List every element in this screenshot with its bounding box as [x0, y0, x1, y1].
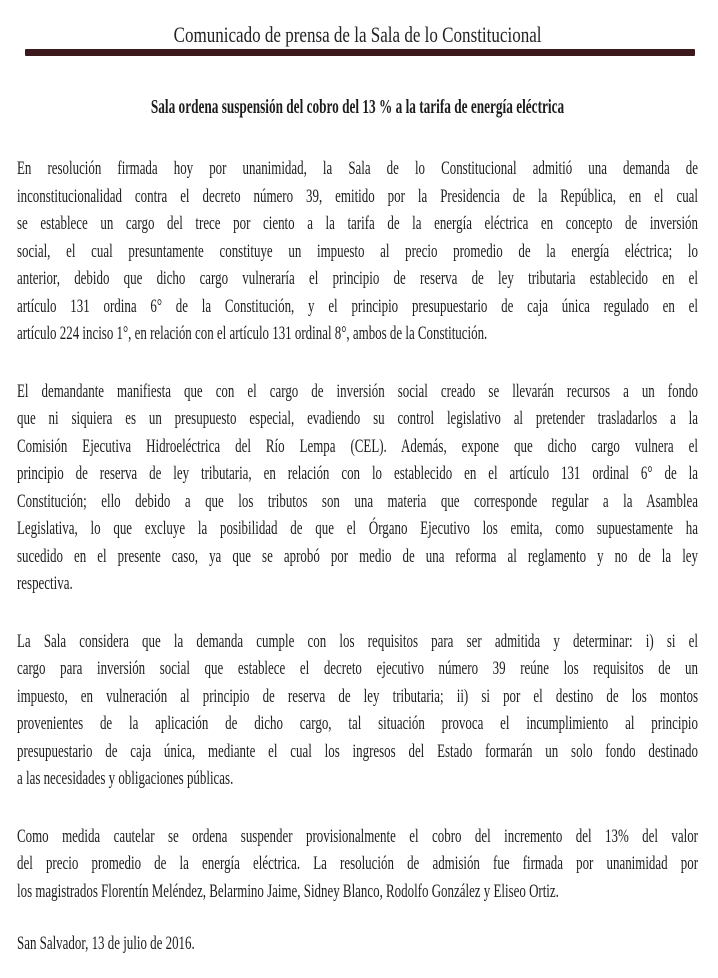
paragraph-line: sucedido en el presente caso, ya que se aprobó por medio de una reforma al reglamento y no de la ley	[17, 545, 698, 567]
paragraph-line: anterior, debido que dicho cargo vulneraría el principio de reserva de ley tributaria establecido en el	[17, 268, 698, 289]
paragraph-line: provenientes de la aplicación de dicho cargo, tal situación provoca el incumplimiento al principio	[17, 713, 698, 734]
paragraph-line: que ni siquiera es un presupuesto especial, evadiendo su control legislativo al pretender trasladarlos a la	[17, 408, 698, 429]
paragraph-line: se establece un cargo del trece por ciento a la tarifa de la energía eléctrica en concepto de inversión	[17, 213, 698, 234]
paragraph-line: Legislativa, lo que excluye la posibilidad de que el Órgano Ejecutivo los emita, como supuestamente ha	[17, 518, 698, 539]
paragraph-line: respectiva.	[17, 573, 73, 594]
paragraph-line: principio de reserva de ley tributaria, en relación con lo establecido en el artículo 131 ordinal 6° de la	[17, 463, 698, 484]
document-body	[17, 155, 707, 958]
paragraph-line: Como medida cautelar se ordena suspender provisionalmente el cobro del incremento del 13% del valor	[17, 825, 698, 847]
paragraph-line: En resolución firmada hoy por unanimidad, la Sala de lo Constitucional admitió una demanda de	[17, 158, 698, 179]
document-title: Sala ordena suspensión del cobro del 13 % a la tarifa de energía eléctrica	[150, 97, 565, 118]
paragraph-line: La Sala considera que la demanda cumple con los requisitos para ser admitida y determinar: i) si el	[17, 630, 698, 652]
dateline: San Salvador, 13 de julio de 2016.	[17, 933, 195, 954]
paragraph-line: impuesto, en vulneración al principio de reserva de ley tributaria; ii) si por el destino de los montos	[17, 685, 698, 707]
paragraph-line: a las necesidades y obligaciones públicas.	[17, 768, 234, 789]
paragraph	[17, 628, 707, 793]
paragraph-line: del precio promedio de la energía eléctrica. La resolución de admisión fue firmada por unanimidad por	[17, 853, 698, 874]
paragraph-line: artículo 224 inciso 1°, en relación con el artículo 131 ordinal 8°, ambos de la Constitución.	[17, 323, 488, 344]
paragraph-line: los magistrados Florentín Meléndez, Belarmino Jaime, Sidney Blanco, Rodolfo González y Eliseo Ortiz.	[17, 880, 559, 902]
paragraph-line: cargo para inversión social que establece el decreto ejecutivo número 39 reúne los requisitos de un	[17, 658, 698, 679]
paragraph-line: artículo 131 ordina 6° de la Constitución, y el principio presupuestario de caja única regulado en el	[17, 295, 698, 317]
paragraph-line: presupuestario de caja única, mediante el cual los ingresos del Estado formarán un solo fondo destinado	[17, 740, 698, 762]
paragraph-line: inconstitucionalidad contra el decreto número 39, emitido por la Presidencia de la República, en el cual	[17, 185, 698, 207]
paragraph-line: El demandante manifiesta que con el cargo de inversión social creado se llevarán recursos a un fondo	[17, 380, 698, 402]
header-rule	[25, 49, 695, 56]
paragraph	[17, 823, 707, 906]
paragraph-line: Constitución; ello debido a que los tributos son una materia que corresponde regular a la Asamblea	[17, 490, 698, 512]
paragraph	[17, 155, 707, 348]
document-header-title: Comunicado de prensa de la Sala de lo Constitucional	[173, 22, 542, 47]
paragraph	[17, 378, 707, 598]
paragraph-line: social, el cual presuntamente constituye un impuesto al precio promedio de la energía eléctrica; lo	[17, 240, 698, 262]
paragraph-line: Comisión Ejecutiva Hidroeléctrica del Río Lempa (CEL). Además, expone que dicho cargo vulnera el	[17, 435, 698, 457]
paragraphs	[17, 155, 707, 905]
